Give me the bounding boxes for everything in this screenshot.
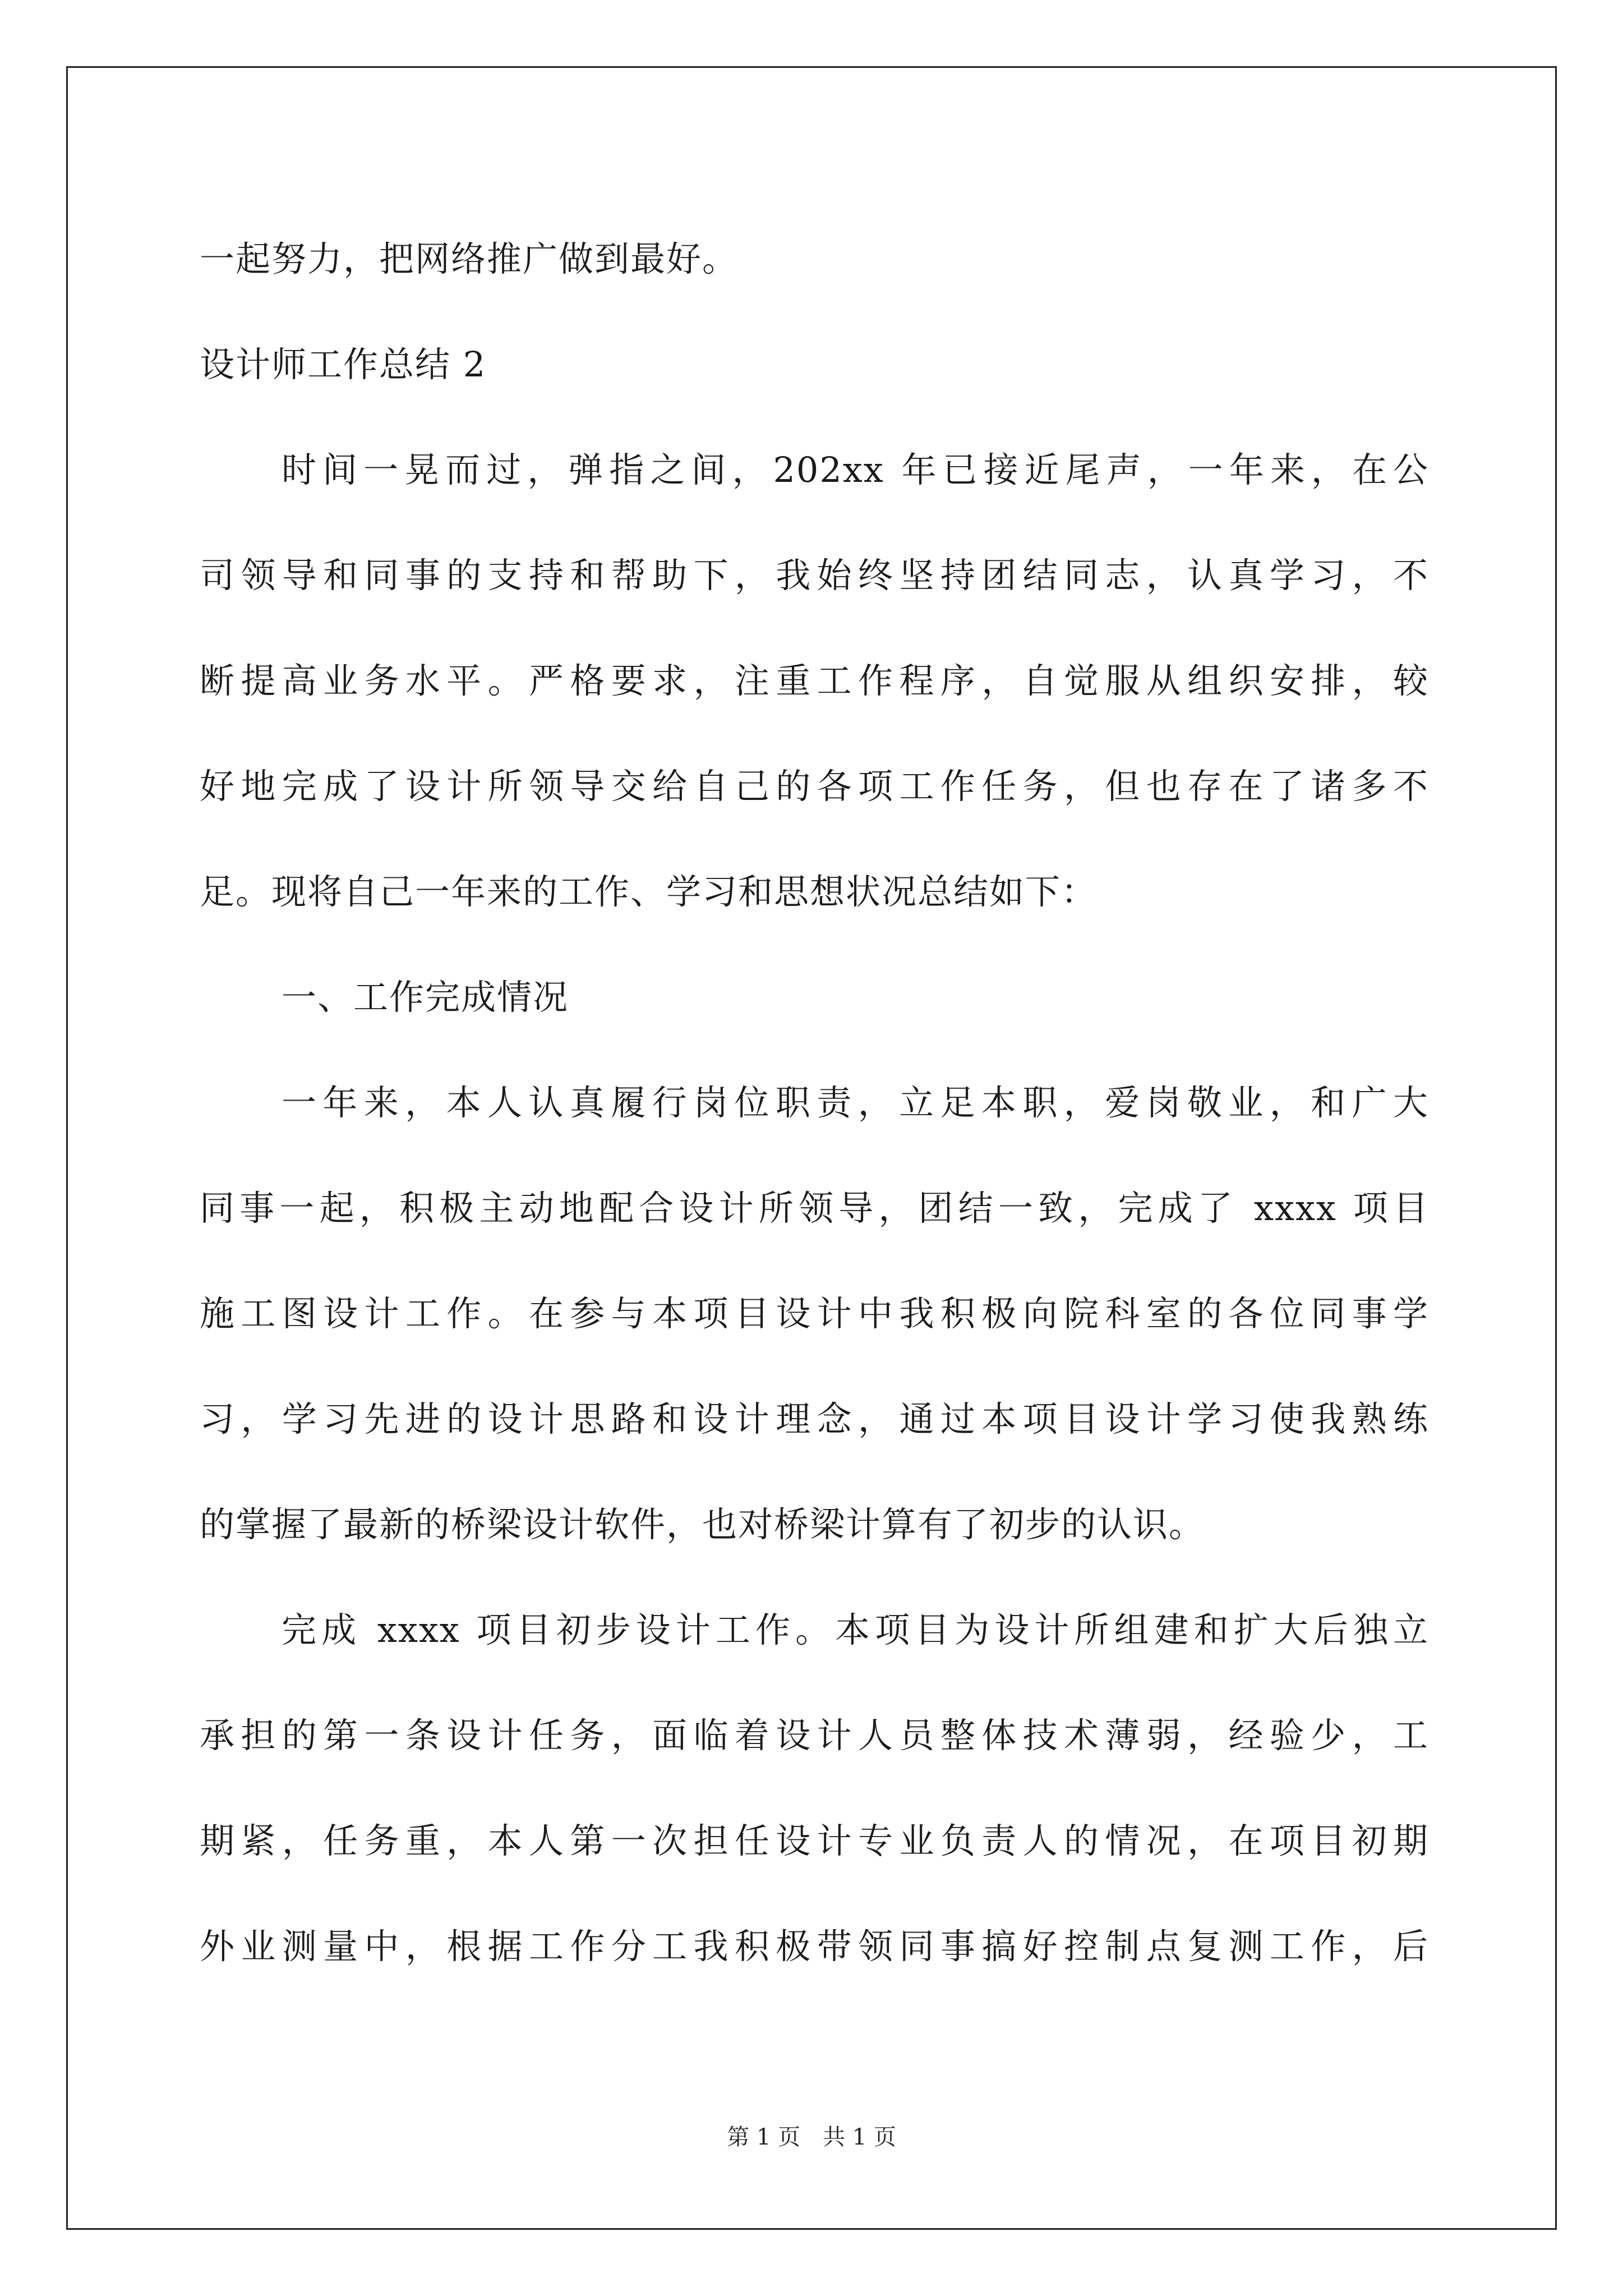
text-line: 断提高业务水平。严格要求，注重工作程序，自觉服从组织安排，较 [200,660,1429,701]
text-line: 司领导和同事的支持和帮助下，我始终坚持团结同志，认真学习，不 [200,555,1429,596]
text-line: 的掌握了最新的桥梁设计软件，也对桥梁计算有了初步的认识。 [200,1504,1205,1545]
text-line: 外业测量中，根据工作分工我积极带领同事搞好控制点复测工作，后 [200,1926,1429,1967]
text-line: 好地完成了设计所领导交给自己的各项工作任务，但也存在了诸多不 [200,766,1429,807]
text-line: 期紧，任务重，本人第一次担任设计专业负责人的情况，在项目初期 [200,1820,1429,1861]
text-line: 一起努力，把网络推广做到最好。 [200,238,739,279]
subsection-heading: 一、工作完成情况 [282,977,569,1018]
document-body [200,206,1429,1999]
text-line: 承担的第一条设计任务，面临着设计人员整体技术薄弱，经验少，工 [200,1715,1429,1756]
text-line: 一年来，本人认真履行岗位职责，立足本职，爱岗敬业，和广大 [282,1082,1429,1123]
text-line: 时间一晃而过，弹指之间，202xx 年已接近尾声，一年来，在公 [282,449,1429,490]
text-line: 施工图设计工作。在参与本项目设计中我积极向院科室的各位同事学 [200,1293,1429,1334]
section-title: 设计师工作总结 2 [200,344,487,385]
text-line: 完成 xxxx 项目初步设计工作。本项目为设计所组建和扩大后独立 [282,1609,1429,1650]
page-footer: 第 1 页 共 1 页 [727,2124,896,2150]
text-line: 足。现将自己一年来的工作、学习和思想状况总结如下： [200,871,1098,912]
text-line: 习，学习先进的设计思路和设计理念，通过本项目设计学习使我熟练 [200,1398,1429,1439]
text-line: 同事一起，积极主动地配合设计所领导，团结一致，完成了 xxxx 项目 [200,1188,1429,1228]
